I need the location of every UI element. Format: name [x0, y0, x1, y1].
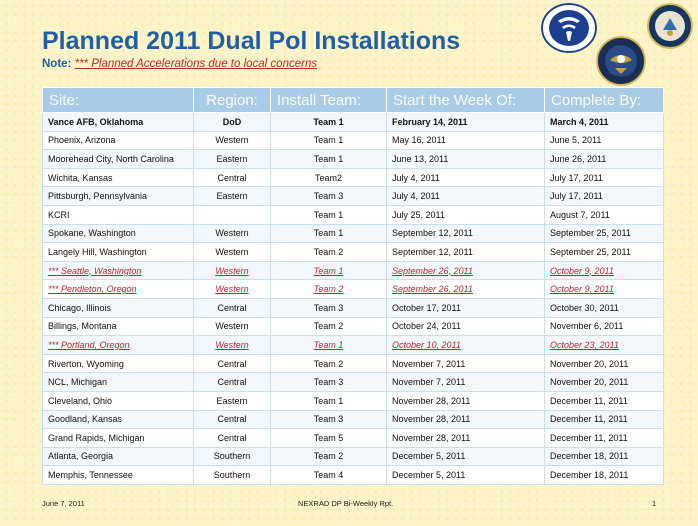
table-row: [43, 243, 664, 262]
team-cell: [271, 280, 387, 299]
site-cell: [43, 391, 194, 410]
complete-date-cell-text: October 23, 2011: [550, 339, 619, 350]
team-cell: [271, 261, 387, 280]
team-cell-text: Team 1: [313, 116, 344, 127]
region-cell: [194, 205, 271, 224]
start-date-cell-text: October 24, 2011: [392, 321, 461, 332]
site-cell-text: Cleveland, Ohio: [48, 395, 113, 406]
complete-date-cell: [545, 150, 664, 169]
complete-date-cell: [545, 280, 664, 299]
team-cell-text: Team2: [314, 172, 342, 183]
site-cell: [43, 373, 194, 392]
start-date-cell-text: November 7, 2011: [392, 377, 466, 388]
region-cell: [194, 280, 271, 299]
start-date-cell: [387, 187, 545, 206]
table-row: [43, 205, 664, 224]
site-cell-text: *** Portland, Oregon: [48, 339, 130, 350]
complete-date-cell-text: October 9, 2011: [550, 284, 614, 295]
team-cell-text: Team 2: [313, 246, 344, 257]
region-cell: [194, 187, 271, 206]
complete-date-cell-text: November 6, 2011: [550, 321, 624, 332]
site-cell: [43, 261, 194, 280]
site-cell-text: Moorehead City, North Carolina: [48, 153, 174, 164]
table-row: [43, 317, 664, 336]
table-row: [43, 391, 664, 410]
start-date-cell: [387, 373, 545, 392]
team-cell-text: Team 3: [313, 377, 344, 388]
complete-date-cell: [545, 261, 664, 280]
complete-date-cell-text: December 11, 2011: [550, 414, 628, 425]
region-cell: [194, 429, 271, 448]
site-cell-text: *** Seattle, Washington: [48, 265, 142, 276]
team-cell: [271, 447, 387, 466]
region-cell-text: Central: [217, 358, 247, 369]
team-cell-text: Team 1: [313, 209, 344, 220]
region-cell-text: Western: [215, 321, 249, 332]
region-cell-text: Eastern: [216, 153, 248, 164]
complete-date-cell: [545, 447, 664, 466]
start-date-cell: [387, 168, 545, 187]
complete-date-cell-text: July 17, 2011: [550, 172, 603, 183]
site-cell: [43, 150, 194, 169]
team-cell: [271, 373, 387, 392]
start-date-cell: [387, 280, 545, 299]
region-cell: [194, 224, 271, 243]
note-label: Note:: [42, 58, 72, 70]
site-cell-text: KCRI: [48, 209, 70, 220]
site-cell: [43, 168, 194, 187]
installation-schedule-table: [42, 87, 664, 485]
team-cell: [271, 466, 387, 485]
site-cell-text: Memphis, Tennessee: [48, 470, 133, 481]
site-cell: [43, 243, 194, 262]
region-cell-text: Western: [215, 135, 249, 146]
complete-date-cell-text: December 18, 2011: [550, 451, 629, 462]
table-row: [43, 131, 664, 150]
start-date-cell-text: June 13, 2011: [392, 153, 449, 164]
start-date-cell-text: July 25, 2011: [392, 209, 445, 220]
site-cell: [43, 113, 194, 132]
site-cell-text: Langely Hill, Washington: [48, 246, 147, 257]
footer-report: NEXRAD DP Bi-Weekly Rpt.: [298, 499, 394, 508]
footer-date: June 7, 2011: [42, 499, 85, 508]
start-date-cell-text: November 28, 2011: [392, 414, 471, 425]
team-cell: [271, 243, 387, 262]
region-cell-text: Western: [215, 284, 249, 295]
region-cell: [194, 150, 271, 169]
complete-date-cell-text: August 7, 2011: [550, 209, 610, 220]
start-date-cell-text: July 4, 2011: [392, 172, 440, 183]
team-cell: [271, 150, 387, 169]
team-cell-text: Team 2: [313, 358, 344, 369]
site-cell: [43, 224, 194, 243]
team-cell-text: Team 5: [313, 432, 344, 443]
complete-date-cell: [545, 187, 664, 206]
team-cell: [271, 429, 387, 448]
region-cell-text: Southern: [213, 451, 251, 462]
site-cell-text: Goodland, Kansas: [48, 414, 123, 425]
complete-date-cell-text: November 20, 2011: [550, 377, 629, 388]
start-date-cell: [387, 391, 545, 410]
start-date-cell-text: November 28, 2011: [392, 395, 471, 406]
dot-seal-icon: [541, 3, 597, 53]
region-cell: [194, 113, 271, 132]
complete-date-cell-text: December 18, 2011: [550, 470, 629, 481]
site-cell-text: Riverton, Wyoming: [48, 358, 124, 369]
region-cell-text: Western: [215, 339, 249, 350]
site-cell: [43, 280, 194, 299]
start-date-cell: [387, 261, 545, 280]
site-cell-text: NCL, Michigan: [48, 377, 108, 388]
region-cell: [194, 317, 271, 336]
team-cell: [271, 168, 387, 187]
doc-seal-icon: [647, 3, 693, 49]
footer-page-number: 1: [652, 499, 657, 508]
region-cell: [194, 391, 271, 410]
start-date-cell: [387, 224, 545, 243]
table-row: [43, 429, 664, 448]
start-date-cell-text: December 5, 2011: [392, 451, 466, 462]
region-cell: [194, 243, 271, 262]
table-row: [43, 168, 664, 187]
team-cell: [271, 205, 387, 224]
table-row: [43, 224, 664, 243]
team-cell: [271, 298, 387, 317]
start-date-cell: [387, 205, 545, 224]
team-cell: [271, 131, 387, 150]
team-cell-text: Team 1: [313, 339, 344, 350]
team-cell: [271, 224, 387, 243]
table-row: [43, 336, 664, 355]
region-cell-text: Western: [215, 265, 249, 276]
site-cell: [43, 354, 194, 373]
region-cell: [194, 261, 271, 280]
start-date-cell: [387, 410, 545, 429]
table-row: [43, 466, 664, 485]
team-cell-text: Team 2: [313, 321, 344, 332]
complete-date-cell-text: September 25, 2011: [550, 246, 631, 257]
table-row: [43, 373, 664, 392]
region-cell: [194, 410, 271, 429]
region-cell-text: Central: [217, 302, 247, 313]
note-line: [42, 58, 317, 70]
table-row: [43, 280, 664, 299]
complete-date-cell: [545, 391, 664, 410]
region-cell-text: Southern: [213, 470, 251, 481]
complete-date-cell: [545, 354, 664, 373]
complete-date-cell-text: June 26, 2011: [550, 153, 607, 164]
note-text: *** Planned Accelerations due to local concerns: [74, 58, 318, 70]
site-cell-text: *** Pendleton, Oregon: [48, 284, 137, 295]
site-cell: [43, 410, 194, 429]
site-cell: [43, 466, 194, 485]
complete-date-cell: [545, 205, 664, 224]
team-cell: [271, 391, 387, 410]
site-cell-text: Chicago, Illinois: [48, 302, 112, 313]
table-row: [43, 410, 664, 429]
start-date-cell-text: October 10, 2011: [392, 339, 461, 350]
team-cell: [271, 187, 387, 206]
table-row: [43, 354, 664, 373]
team-cell-text: Team 2: [313, 284, 344, 295]
team-cell-text: Team 1: [313, 228, 344, 239]
team-cell-text: Team 1: [313, 153, 344, 164]
table-row: [43, 298, 664, 317]
team-cell: [271, 317, 387, 336]
start-date-cell-text: November 28, 2011: [392, 432, 471, 443]
region-cell: [194, 336, 271, 355]
region-cell-text: Central: [217, 414, 247, 425]
region-cell: [194, 354, 271, 373]
site-cell: [43, 429, 194, 448]
complete-date-cell: [545, 373, 664, 392]
page-title: Planned 2011 Dual Pol Installations: [42, 27, 461, 55]
start-date-cell: [387, 150, 545, 169]
start-date-cell-text: September 26, 2011: [392, 284, 473, 295]
complete-date-cell-text: March 4, 2011: [550, 116, 609, 127]
table-header-row: [43, 88, 664, 113]
start-date-cell: [387, 113, 545, 132]
start-date-cell-text: July 4, 2011: [392, 191, 440, 202]
team-cell: [271, 336, 387, 355]
complete-date-cell: [545, 466, 664, 485]
team-cell-text: Team 3: [313, 191, 344, 202]
region-cell-text: Western: [215, 228, 249, 239]
start-date-cell-text: February 14, 2011: [392, 116, 468, 127]
start-date-cell: [387, 336, 545, 355]
region-cell-text: Central: [217, 172, 247, 183]
start-date-cell: [387, 243, 545, 262]
team-cell-text: Team 1: [313, 265, 344, 276]
team-cell-text: Team 3: [313, 414, 344, 425]
start-date-cell-text: November 7, 2011: [392, 358, 466, 369]
table-row: [43, 187, 664, 206]
team-cell-text: Team 4: [313, 470, 344, 481]
region-cell-text: Central: [217, 377, 247, 388]
region-cell-text: Eastern: [216, 395, 248, 406]
site-cell: [43, 336, 194, 355]
complete-date-cell-text: October 9, 2011: [550, 265, 614, 276]
header-start-week: Start the Week Of:: [387, 88, 545, 113]
site-cell: [43, 187, 194, 206]
complete-date-cell-text: July 17, 2011: [550, 191, 603, 202]
start-date-cell: [387, 354, 545, 373]
table-row: [43, 150, 664, 169]
team-cell-text: Team 3: [313, 302, 344, 313]
team-cell: [271, 410, 387, 429]
start-date-cell-text: September 12, 2011: [392, 246, 473, 257]
table-row: [43, 447, 664, 466]
site-cell: [43, 298, 194, 317]
region-cell: [194, 373, 271, 392]
start-date-cell: [387, 447, 545, 466]
site-cell: [43, 205, 194, 224]
complete-date-cell: [545, 243, 664, 262]
start-date-cell: [387, 298, 545, 317]
start-date-cell: [387, 466, 545, 485]
header-region: Region:: [194, 88, 271, 113]
region-cell-text: Western: [215, 246, 249, 257]
start-date-cell-text: October 17, 2011: [392, 302, 461, 313]
region-cell: [194, 447, 271, 466]
region-cell-text: DoD: [222, 116, 242, 127]
region-cell: [194, 298, 271, 317]
team-cell-text: Team 1: [313, 395, 344, 406]
start-date-cell-text: December 5, 2011: [392, 470, 466, 481]
complete-date-cell: [545, 429, 664, 448]
header-complete-by: Complete By:: [545, 88, 664, 113]
complete-date-cell: [545, 224, 664, 243]
site-cell-text: Phoenix, Arizona: [48, 135, 116, 146]
site-cell-text: Spokane, Washington: [48, 228, 136, 239]
site-cell-text: Grand Rapids, Michigan: [48, 432, 145, 443]
team-cell: [271, 113, 387, 132]
site-cell: [43, 447, 194, 466]
start-date-cell: [387, 317, 545, 336]
complete-date-cell-text: December 11, 2011: [550, 395, 628, 406]
team-cell: [271, 354, 387, 373]
complete-date-cell-text: October 30, 2011: [550, 302, 619, 313]
complete-date-cell-text: June 5, 2011: [550, 135, 602, 146]
site-cell-text: Pittsburgh, Pennsylvania: [48, 191, 148, 202]
region-cell: [194, 131, 271, 150]
start-date-cell: [387, 131, 545, 150]
dod-seal-icon: [596, 36, 646, 86]
complete-date-cell: [545, 298, 664, 317]
region-cell: [194, 168, 271, 187]
complete-date-cell-text: December 11, 2011: [550, 432, 628, 443]
complete-date-cell: [545, 113, 664, 132]
team-cell-text: Team 2: [313, 451, 344, 462]
complete-date-cell: [545, 168, 664, 187]
site-cell: [43, 317, 194, 336]
start-date-cell-text: September 26, 2011: [392, 265, 473, 276]
site-cell: [43, 131, 194, 150]
site-cell-text: Billings, Montana: [48, 321, 117, 332]
start-date-cell-text: May 16, 2011: [392, 135, 446, 146]
region-cell-text: Central: [217, 432, 247, 443]
complete-date-cell-text: September 25, 2011: [550, 228, 631, 239]
start-date-cell-text: September 12, 2011: [392, 228, 473, 239]
site-cell-text: Wichita, Kansas: [48, 172, 113, 183]
header-install-team: Install Team:: [271, 88, 387, 113]
complete-date-cell: [545, 131, 664, 150]
header-site: Site:: [43, 88, 194, 113]
site-cell-text: Vance AFB, Oklahoma: [48, 116, 144, 127]
start-date-cell: [387, 429, 545, 448]
complete-date-cell: [545, 317, 664, 336]
table-row: [43, 113, 664, 132]
team-cell-text: Team 1: [313, 135, 344, 146]
region-cell: [194, 466, 271, 485]
complete-date-cell: [545, 410, 664, 429]
table-row: [43, 261, 664, 280]
complete-date-cell-text: November 20, 2011: [550, 358, 629, 369]
complete-date-cell: [545, 336, 664, 355]
site-cell-text: Atlanta, Georgia: [48, 451, 114, 462]
region-cell-text: Eastern: [216, 191, 248, 202]
